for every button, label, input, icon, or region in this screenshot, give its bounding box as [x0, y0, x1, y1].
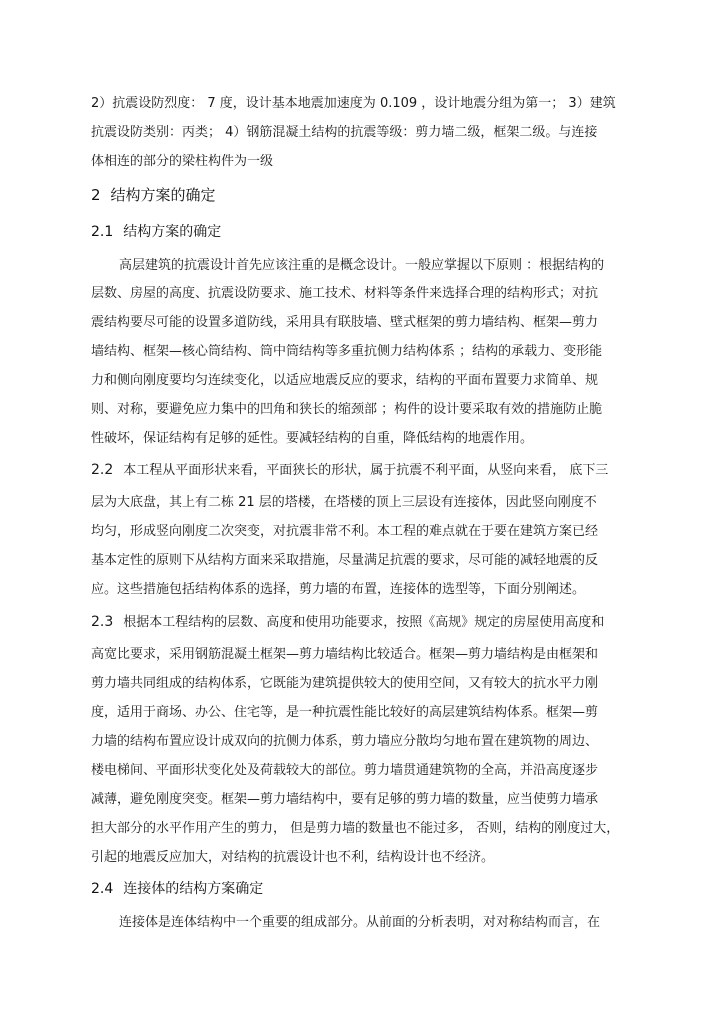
text-line: 担大部分的水平作用产生的剪力， 但是剪力墙的数量也不能过多， 否则，结构的刚度过大， [91, 821, 620, 836]
text-line: 层数、房屋的高度、抗震设防要求、施工技术、材料等条件来选择合理的结构形式；对抗 [91, 286, 599, 301]
section-heading-2-4 [91, 879, 263, 899]
text-line: 度，适用于商场、办公、住宅等，是一种抗震性能比较好的高层建筑结构体系。框架—剪 [91, 705, 599, 720]
section-title: 连接体的结构方案确定 [123, 881, 264, 897]
section-number: 2.1 [91, 224, 114, 240]
text-line: 震结构要尽可能的设置多道防线，采用具有联肢墙、壁式框架的剪力墙结构、框架—剪力 [91, 315, 599, 330]
text-line: 基本定性的原则下从结构方面来采取措施，尽量满足抗震的要求，尽可能的减轻地震的反 [91, 553, 599, 568]
section-title: 结构方案的确定 [110, 186, 216, 204]
text-line: 本工程从平面形状来看，平面狭长的形状，属于抗震不利平面，从竖向来看， 底下三 [123, 463, 609, 478]
paragraph-2-3-first-line [91, 613, 604, 632]
text-line: 则、对称，要避免应力集中的凹角和狭长的缩颈部 ；构件的设计要采取有效的措施防止脆 [91, 402, 603, 417]
section-number: 2.4 [91, 881, 114, 897]
text-line: 性破坏，保证结构有足够的延性。要减轻结构的自重，降低结构的地震作用。 [91, 431, 534, 446]
text-line: 楼电梯间、平面形状变化处及荷载较大的部位。剪力墙贯通建筑物的全高，并沿高度逐步 [91, 763, 599, 778]
text-line: 体相连的部分的梁柱构件为一级 [91, 154, 274, 169]
text-line: 连接体是连体结构中一个重要的组成部分。从前面的分析表明，对对称结构而言，在 [119, 915, 601, 930]
text-line: 力墙的结构布置应设计成双向的抗侧力体系，剪力墙应分散均匀地布置在建筑物的周边、 [91, 734, 599, 749]
text-line: 根据本工程结构的层数、高度和使用功能要求，按照《高规》规定的房屋使用高度和 [123, 615, 605, 630]
section-number: 2 [91, 186, 101, 204]
text-line: 抗震设防类别：丙类； 4）钢筋混凝土结构的抗震等级：剪力墙二级，框架二级。与连接 [91, 125, 598, 140]
text-line: 层为大底盘，其上有二栋 21 层的塔楼，在塔楼的顶上三层设有连接体，因此竖向刚度不 [91, 495, 597, 510]
text-line: 应。这些措施包括结构体系的选择，剪力墙的布置，连接体的选型等，下面分别阐述。 [91, 582, 586, 597]
text-line: 高宽比要求，采用钢筋混凝土框架—剪力墙结构比较适合。框架—剪力墙结构是由框架和 [91, 647, 599, 662]
section-heading-2-1 [91, 222, 221, 242]
text-line: 力和侧向刚度要均匀连续变化，以适应地震反应的要求，结构的平面布置要力求简单、规 [91, 373, 599, 388]
section-heading-2 [91, 185, 216, 205]
text-line: 2）抗震设防烈度： 7 度，设计基本地震加速度为 0.109 ，设计地震分组为第一； 3）建筑 [91, 96, 616, 111]
section-number: 2.3 [91, 614, 114, 630]
text-line: 高层建筑的抗震设计首先应该注重的是概念设计。一般应掌握以下原则 ：根据结构的 [119, 258, 605, 273]
section-title: 结构方案的确定 [123, 224, 222, 240]
paragraph-2-2-first-line [91, 461, 608, 480]
section-number: 2.2 [91, 462, 114, 478]
text-line: 引起的地震反应加大，对结构的抗震设计也不利，结构设计也不经济。 [91, 850, 495, 865]
text-line: 减薄，避免刚度突变。框架—剪力墙结构中，要有足够的剪力墙的数量，应当使剪力墙承 [91, 792, 599, 807]
text-line: 剪力墙共同组成的结构体系，它既能为建筑提供较大的使用空间，又有较大的抗水平力刚 [91, 676, 599, 691]
text-line: 均匀，形成竖向刚度二次突变，对抗震非常不利。本工程的难点就在于要在建筑方案已经 [91, 524, 599, 539]
text-line: 墙结构、框架—核心筒结构、筒中筒结构等多重抗侧力结构体系 ；结构的承载力、变形能 [91, 344, 603, 359]
